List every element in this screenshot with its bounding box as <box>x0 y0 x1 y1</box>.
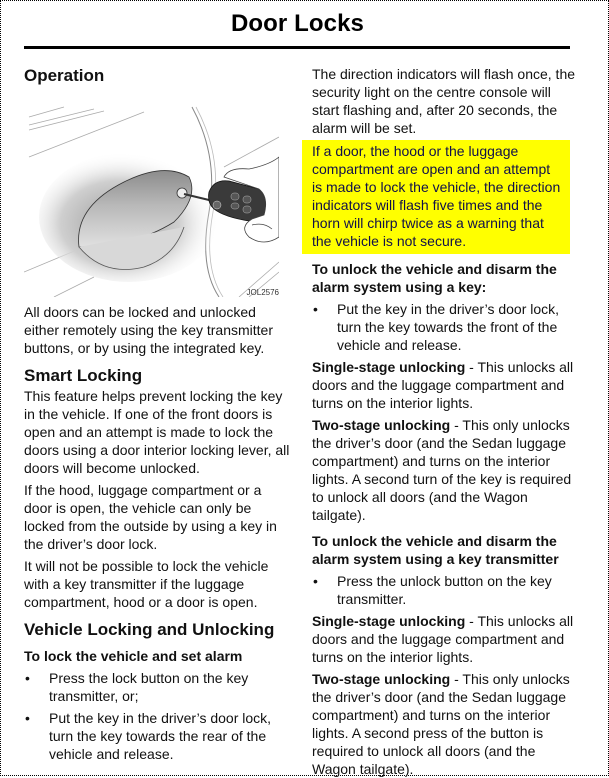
unlock-with-key-heading: To unlock the vehicle and disarm the alarm system using a key: <box>312 261 557 295</box>
transmitter-two-stage-paragraph <box>312 670 578 778</box>
list-item <box>312 300 578 354</box>
two-stage-text: - This only unlocks the driver’s door (and the Sedan luggage compartment) and turns on the interior lights. A second turn of the key is required to unlock all doors (and the Wagon tailgate). <box>312 417 572 523</box>
single-stage-text: - This unlocks all doors and the luggage compartment and turns on the interior lights. <box>312 613 574 665</box>
lock-bullet-1: Press the lock button on the key transmitter, or; <box>49 670 249 704</box>
intro-paragraph: All doors can be locked and unlocked either remotely using the key transmitter buttons, or by using the integrated key. <box>24 304 273 356</box>
smart-locking-paragraph-2: If the hood, luggage compartment or a door is open, the vehicle can only be locked from the outside by using a key in the driver’s door lock. <box>24 482 277 552</box>
figure-code: JOL2576 <box>246 288 279 297</box>
bullet-icon: • <box>25 670 30 686</box>
single-stage-text: - This unlocks all doors and the luggage compartment and turns on the interior lights. <box>312 359 574 411</box>
single-stage-label: Single-stage unlocking <box>312 359 466 375</box>
indicators-paragraph: The direction indicators will flash once, the security light on the centre console will start flashing and, after 20 seconds, the alarm will be set. <box>312 66 576 136</box>
bullet-icon: • <box>313 573 318 589</box>
title-divider <box>24 46 570 49</box>
smart-locking-paragraph-3: It will not be possible to lock the vehicle with a key transmitter if the luggage compartment, hood or a door is open. <box>24 558 269 610</box>
list-item <box>24 709 292 763</box>
unlock-transmitter-bullet-1: Press the unlock button on the key transmitter. <box>337 573 552 607</box>
list-item <box>312 572 578 608</box>
two-stage-label: Two-stage unlocking <box>312 417 451 433</box>
transmitter-single-stage-paragraph <box>312 612 578 666</box>
bullet-icon: • <box>25 710 30 726</box>
unlock-with-transmitter-heading: To unlock the vehicle and disarm the alarm system using a key transmitter <box>312 533 559 567</box>
list-item <box>24 669 292 705</box>
bullet-icon: • <box>313 301 318 317</box>
two-stage-label: Two-stage unlocking <box>312 671 451 687</box>
car-door-key-fob-icon <box>24 97 279 297</box>
right-column <box>312 65 578 778</box>
smart-locking-paragraph-1: This feature helps prevent locking the key in the vehicle. If one of the front doors is open and an attempt is made to lock the doors using a door interior locking lever, all doors will become unlocked. <box>24 388 290 476</box>
single-stage-label: Single-stage unlocking <box>312 613 466 629</box>
lock-bullet-2: Put the key in the driver’s door lock, turn the key towards the rear of the vehicle and release. <box>49 710 272 762</box>
lock-and-set-alarm-subheading: To lock the vehicle and set alarm <box>24 648 243 664</box>
page-title: Door Locks <box>230 10 365 37</box>
door-handle-key-illustration <box>24 97 279 297</box>
left-column <box>24 65 292 763</box>
key-single-stage-paragraph <box>312 358 578 412</box>
smart-locking-heading: Smart Locking <box>24 366 143 385</box>
operation-heading: Operation <box>24 66 105 85</box>
key-two-stage-paragraph <box>312 416 578 524</box>
unlock-key-bullet-1: Put the key in the driver’s door lock, turn the key towards the front of the vehicle and release. <box>337 301 560 353</box>
warning-highlight: If a door, the hood or the luggage compartment are open and an attempt is made to lock the vehicle, the direction indicators will flash five times and the horn will chirp twice as a warning that the vehicle is not secure. <box>302 140 570 254</box>
two-stage-text: - This only unlocks the driver’s door (and the Sedan luggage compartment) and turns on the interior lights. A second press of the button is required to unlock all doors (and the Wagon tailgate). <box>312 671 570 777</box>
vehicle-locking-heading: Vehicle Locking and Unlocking <box>24 620 275 639</box>
